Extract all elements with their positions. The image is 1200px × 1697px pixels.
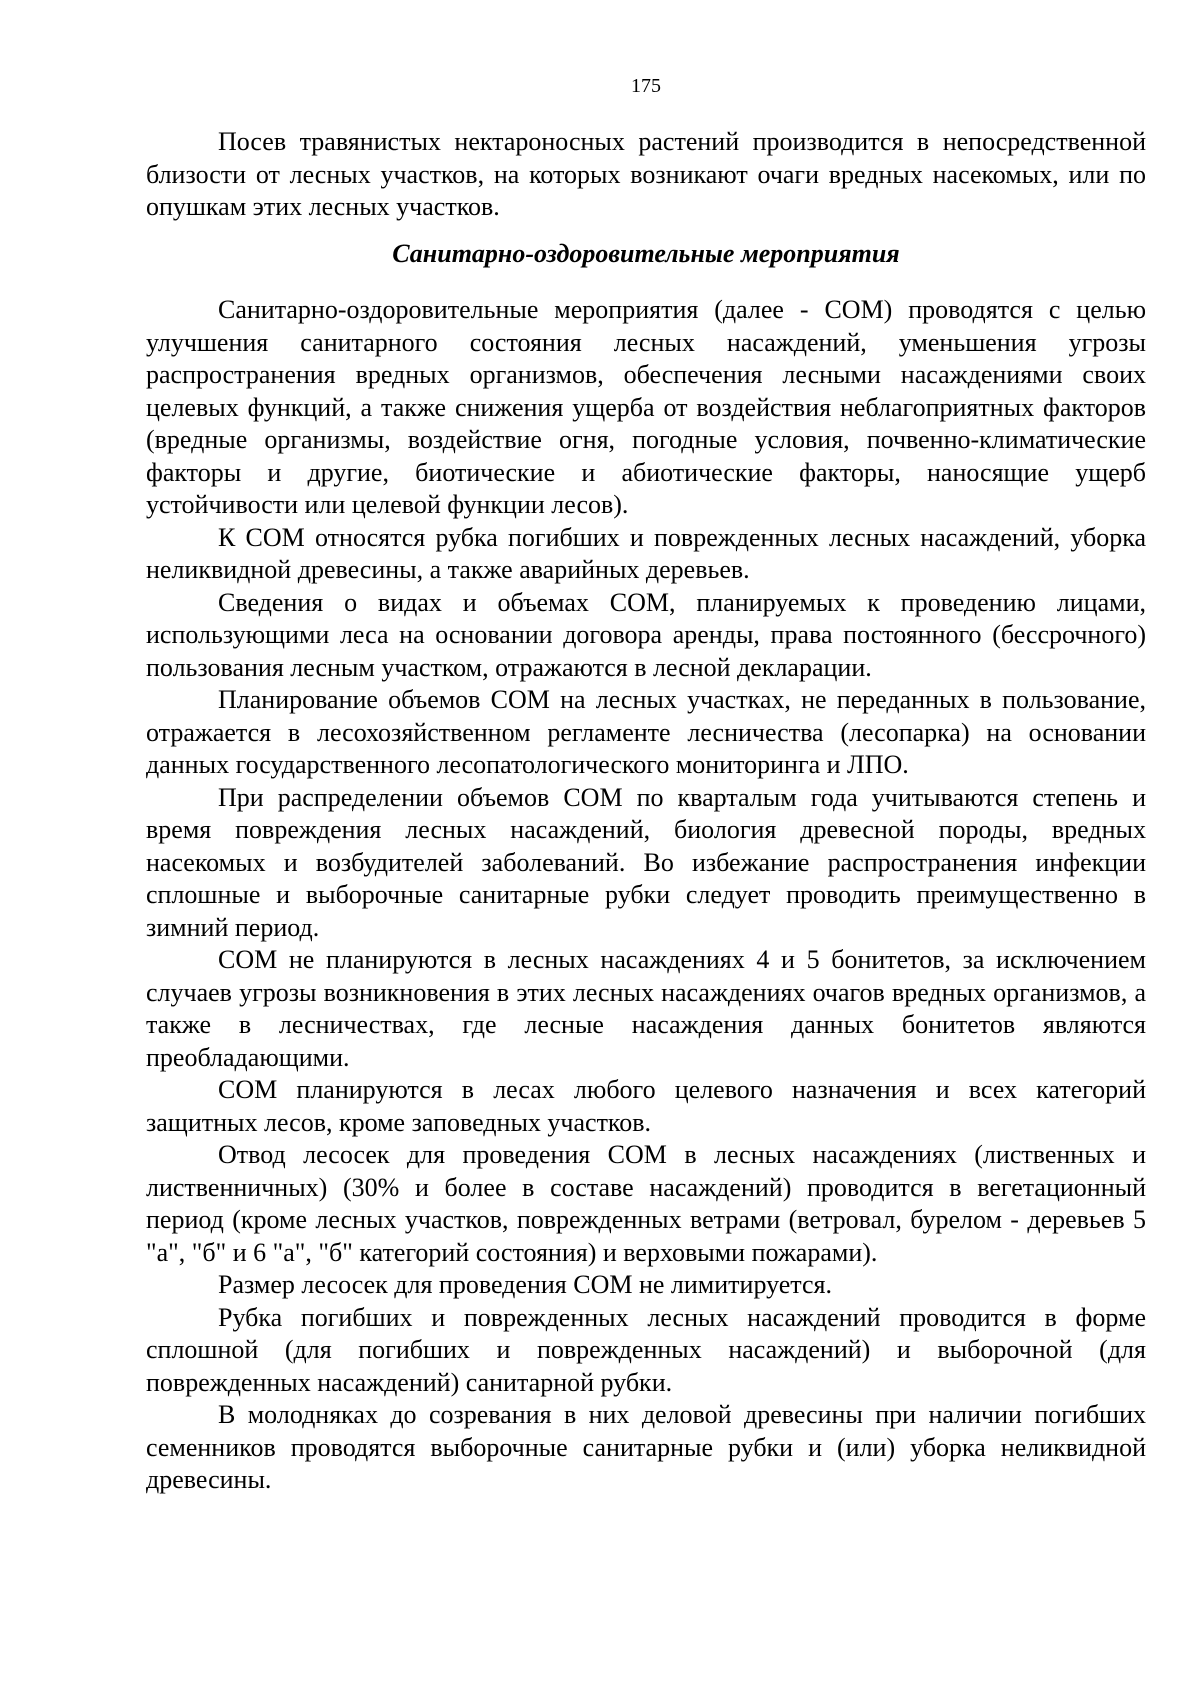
paragraph-som-definition: Санитарно-оздоровительные мероприятия (далее - СОМ) проводятся с целью улучшения санитарного состояния лесных насаждений, уменьшения угрозы распространения вредных организмов, обеспечения лесными насаждениями своих целевых функций, а также снижения ущерба от воздействия неблагоприятных факторов (вредные организмы, воздействие огня, погодные условия, почвенно-климатические факторы и другие, биотические и абиотические факторы, наносящие ущерб устойчивости или целевой функции лесов).	[146, 295, 1146, 519]
paragraph-som-declaration: Сведения о видах и объемах СОМ, планируемых к проведению лицами, использующими леса на основании договора аренды, права постоянного (бессрочного) пользования лесным участком, отражаются в лесной декларации.	[146, 587, 1146, 682]
paragraph-som-bonitet: СОМ не планируются в лесных насаждениях 4 и 5 бонитетов, за исключением случаев угрозы возникновения в этих лесных насаждениях очагов вредных организмов, а также в лесничествах, где лесные насаждения данных бонитетов являются преобладающими.	[146, 945, 1146, 1072]
document-body	[146, 126, 1146, 1497]
paragraph-som-distribution: При распределении объемов СОМ по кварталым года учитываются степень и время повреждения лесных насаждений, биология древесной породы, вредных насекомых и возбудителей заболеваний. Во избежание распространения инфекции сплошные и выборочные санитарные рубки следует проводить преимущественно в зимний период.	[146, 782, 1146, 942]
paragraph-som-size: Размер лесосек для проведения СОМ не лимитируется.	[218, 1270, 832, 1299]
paragraph-som-felling-form: Рубка погибших и поврежденных лесных насаждений проводится в форме сплошной (для погибших и поврежденных насаждений) и выборочной (для поврежденных насаждений) санитарной рубки.	[146, 1302, 1146, 1397]
paragraph-som-includes: К СОМ относятся рубка погибших и поврежденных лесных насаждений, уборка неликвидной древесины, а также аварийных деревьев.	[146, 522, 1146, 584]
paragraph-som-allotment: Отвод лесосек для проведения СОМ в лесных насаждениях (лиственных и лиственничных) (30% и более в составе насаждений) проводится в вегетационный период (кроме лесных участков, поврежденных ветрами (ветровал, бурелом - деревьев 5 "а", "б" и 6 "а", "б" категорий состояния) и верховыми пожарами).	[146, 1140, 1146, 1267]
paragraph-som-young-stands: В молодняках до созревания в них деловой древесины при наличии погибших семенников проводятся выборочные санитарные рубки и (или) уборка неликвидной древесины.	[146, 1400, 1146, 1494]
page-number: 175	[631, 75, 661, 97]
paragraph-som-planning: Планирование объемов СОМ на лесных участках, не переданных в пользование, отражается в лесохозяйственном регламенте лесничества (лесопарка) на основании данных государственного лесопатологического мониторинга и ЛПО.	[146, 685, 1146, 779]
paragraph-som-forest-categories: СОМ планируются в лесах любого целевого назначения и всех категорий защитных лесов, кроме заповедных участков.	[146, 1075, 1146, 1137]
section-heading: Санитарно-оздоровительные мероприятия	[392, 238, 900, 268]
intro-paragraph: Посев травянистых нектароносных растений производится в непосредственной близости от лесных участков, на которых возникают очаги вредных насекомых, или по опушкам этих лесных участков.	[146, 127, 1146, 221]
